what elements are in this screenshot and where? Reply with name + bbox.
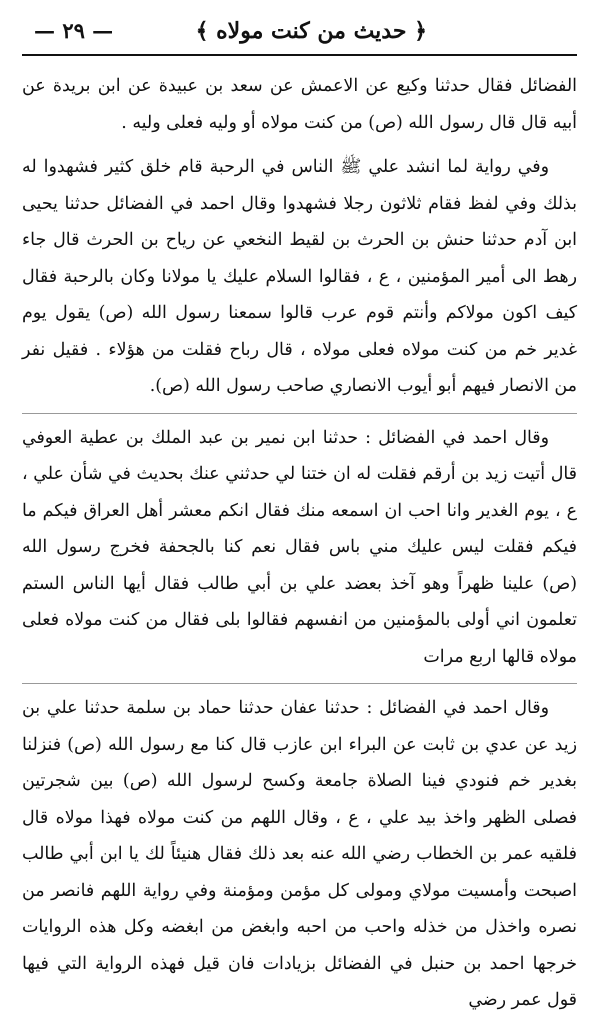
running-title: ﴿ حديث من كنت مولاه ﴾ [195, 18, 427, 44]
divider [22, 413, 577, 414]
paragraph-2: وفي رواية لما انشد علي ﷺ الناس في الرحبة قام خلق كثير فشهدوا له بذلك وفي لفظ فقام ثلاثون رجلا فشهدوا وقال احمد في الفضائل حدثنا يحيى ابن آدم حدثنا حنش بن الحرث بن لقيط النخعي عن رياح بن الحرث قال جاء رهط الى أمير المؤمنين ، ع ، فقالوا السلام عليك يا مولانا وكان بالرحبة فقال كيف اكون مولاكم وأنتم قوم عرب قالوا سمعنا رسول الله (ص) يقول يوم غدير خم من كنت مولاه فعلى مولاه ، قال رباح فقلت من هؤلاء . فقيل نفر من الانصار فيهم أبو أيوب الانصاري صاحب رسول الله (ص). [22, 157, 577, 396]
page-header [22, 10, 577, 56]
page-body [22, 68, 577, 1019]
divider [22, 683, 577, 684]
paragraph-4: وقال احمد في الفضائل : حدثنا عفان حدثنا حماد بن سلمة حدثنا علي بن زيد عن عدي بن ثابت عن البراء ابن عازب قال كنا مع رسول الله (ص) فنزلنا بغدير خم فنودي فينا الصلاة جامعة وكسح لرسول الله (ص) بين شجرتين فصلى الظهر واخذ بيد علي ، ع ، وقال اللهم من كنت مولاه فهذا مولاه قال فلقيه عمر بن الخطاب رضي الله عنه بعد ذلك فقال هنيئاً لك يا ابن أبي طالب اصبحت وأمسيت مولاي ومولى كل مؤمن ومؤمنة وفي رواية اللهم فانصر من نصره واخذل من خذله واحب من احبه وابغض من ابغضه وكل هذه الروايات خرجها احمد بن حنبل في الفضائل بزيادات فان قيل فهذه الرواية التي فيها قول عمر رضي [22, 698, 577, 1010]
paragraph-1: الفضائل فقال حدثنا وكيع عن الاعمش عن سعد بن عبيدة عن ابن بريدة عن أبيه قال قال رسول الله (ص) من كنت مولاه أو وليه فعلى وليه . [22, 76, 577, 133]
paragraph-3: وقال احمد في الفضائل : حدثنا ابن نمير بن عبد الملك بن عطية العوفي قال أتيت زيد بن أرقم فقلت له ان ختنا لي حدثني عنك بحديث في شأن علي ، ع ، يوم الغدير وانا احب ان اسمعه منك فقال انكم معشر أهل العراق فيكم ما فيكم فقلت ليس عليك مني باس فقال نعم كنا بالجحفة فخرج رسول الله (ص) علينا ظهراً وهو آخذ بعضد علي بن أبي طالب فقال أيها الناس الستم تعلمون اني أولى بالمؤمنين من انفسهم فقالوا بلى فقال من كنت مولاه فعلى مولاه قالها اربع مرات [22, 427, 577, 667]
page-number: — ٢٩ — [34, 18, 114, 43]
